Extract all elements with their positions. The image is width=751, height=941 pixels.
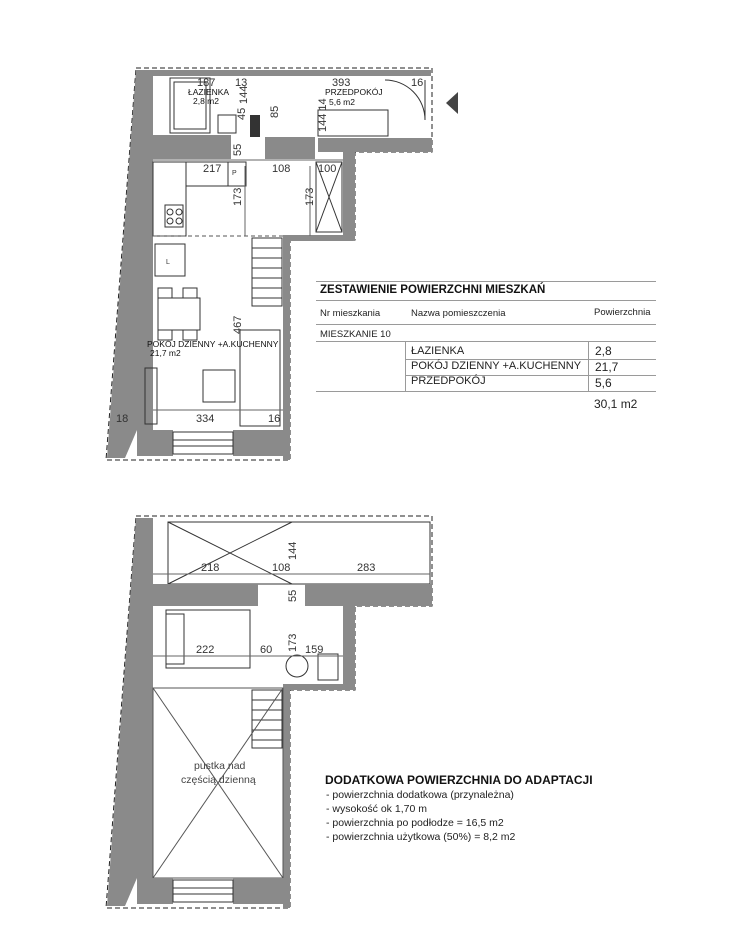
- lower-right-wall-3: [283, 684, 290, 908]
- row-area-bathroom: 2,8: [595, 344, 612, 358]
- lower-staircase: [252, 690, 282, 748]
- dim-16-bottom: 16: [268, 413, 281, 425]
- lower-right-wall-2: [283, 684, 355, 690]
- row-room-hallway: PRZEDPOKÓJ: [411, 375, 486, 387]
- p-symbol: P: [232, 170, 237, 177]
- dim-13: 13: [235, 77, 248, 89]
- upper-window: [173, 432, 233, 454]
- lower-left-wall: [107, 518, 153, 906]
- upper-right-wall-3: [283, 235, 290, 460]
- radiator: [250, 115, 260, 137]
- dim-108: 108: [272, 163, 291, 175]
- upper-mid-wall-2: [265, 137, 315, 159]
- kitchen-counter: [153, 162, 186, 236]
- additional-line-4: - powierzchnia użytkowa (50%) = 8,2 m2: [326, 831, 516, 843]
- room-bathroom-name: ŁAZIENKA: [188, 87, 230, 97]
- lower-window: [173, 880, 233, 902]
- row-area-living: 21,7: [595, 360, 619, 374]
- room-living-area: 21,7 m2: [150, 348, 181, 358]
- upper-bottom-wall: [137, 430, 173, 456]
- upper-top-wall: [153, 70, 431, 76]
- dim-55-lower: 55: [287, 589, 299, 602]
- upper-mid-wall: [153, 135, 231, 159]
- void-label-line1: pustka nad: [194, 760, 246, 772]
- total-area: 30,1 m2: [594, 397, 638, 411]
- row-room-bathroom: ŁAZIENKA: [411, 345, 465, 357]
- dim-467: 467: [232, 315, 244, 334]
- lower-bottom-wall-2: [233, 878, 290, 904]
- dim-173-a: 173: [232, 187, 244, 206]
- lower-mid-wall: [153, 584, 258, 606]
- dim-222: 222: [196, 644, 215, 656]
- dim-100: 100: [318, 163, 337, 175]
- dim-173-lower: 173: [287, 633, 299, 652]
- additional-line-2: - wysokość ok 1,70 m: [326, 803, 427, 815]
- apartment-number: MIESZKANIE 10: [320, 329, 391, 340]
- row-room-living: POKÓJ DZIENNY +A.KUCHENNY: [411, 360, 582, 372]
- row-area-hallway: 5,6: [595, 376, 612, 390]
- entrance-arrow-icon: [446, 92, 458, 114]
- dim-393: 393: [332, 77, 351, 89]
- dim-144-bath: 144: [238, 85, 250, 104]
- dim-144-lower: 144: [287, 541, 299, 560]
- upper-left-wall: [107, 70, 153, 458]
- col-header-area: Powierzchnia: [594, 307, 651, 318]
- summary-title: ZESTAWIENIE POWIERZCHNI MIESZKAŃ: [320, 284, 546, 296]
- dim-60: 60: [260, 644, 273, 656]
- dim-45: 45: [236, 107, 248, 120]
- round-table: [286, 655, 308, 677]
- dim-218: 218: [201, 562, 220, 574]
- dim-187: 187: [197, 77, 216, 89]
- staircase: [252, 238, 282, 306]
- bed: [166, 610, 250, 668]
- dim-334: 334: [196, 413, 215, 425]
- kitchen-cabinet: [155, 244, 185, 276]
- dim-159: 159: [305, 644, 324, 656]
- dim-55: 55: [232, 143, 244, 156]
- upper-plan: [106, 68, 458, 460]
- upper-right-wall: [343, 152, 355, 240]
- col-header-apartment: Nr mieszkania: [320, 308, 381, 319]
- dim-283: 283: [357, 562, 376, 574]
- armchair: [203, 370, 235, 402]
- lower-mid-wall-2: [305, 584, 432, 606]
- room-hallway-name: PRZEDPOKÓJ: [325, 87, 383, 97]
- dim-144-hall: 144 14: [317, 98, 329, 132]
- dim-173-b: 173: [304, 187, 316, 206]
- lower-right-wall: [343, 606, 355, 690]
- additional-line-1: - powierzchnia dodatkowa (przynależna): [326, 789, 514, 801]
- dim-18: 18: [116, 413, 129, 425]
- additional-line-3: - powierzchnia po podłodze = 16,5 m2: [326, 817, 504, 829]
- lower-bottom-wall: [137, 878, 173, 904]
- lower-top-band: [168, 522, 430, 584]
- upper-mid-wall-3: [318, 138, 432, 152]
- room-bathroom-area: 2,8 m2: [193, 96, 219, 106]
- lower-plan: [106, 516, 432, 908]
- dining-table: [158, 298, 200, 330]
- room-living-name: POKÓJ DZIENNY +A.KUCHENNY: [147, 339, 279, 349]
- void-label-line2: częścią dzienną: [181, 774, 256, 786]
- upper-bottom-wall-2: [233, 430, 290, 456]
- dim-108-lower: 108: [272, 562, 291, 574]
- additional-title: DODATKOWA POWIERZCHNIA DO ADAPTACJI: [325, 773, 593, 787]
- dim-85: 85: [269, 105, 281, 118]
- col-header-room: Nazwa pomieszczenia: [411, 308, 506, 319]
- l-symbol: L: [166, 259, 170, 266]
- desk: [318, 654, 338, 680]
- dim-217: 217: [203, 163, 222, 175]
- washbasin: [218, 115, 236, 133]
- room-hallway-area: 5,6 m2: [329, 97, 355, 107]
- upper-right-wall-2: [283, 235, 353, 241]
- dim-16-top: 16: [411, 77, 424, 89]
